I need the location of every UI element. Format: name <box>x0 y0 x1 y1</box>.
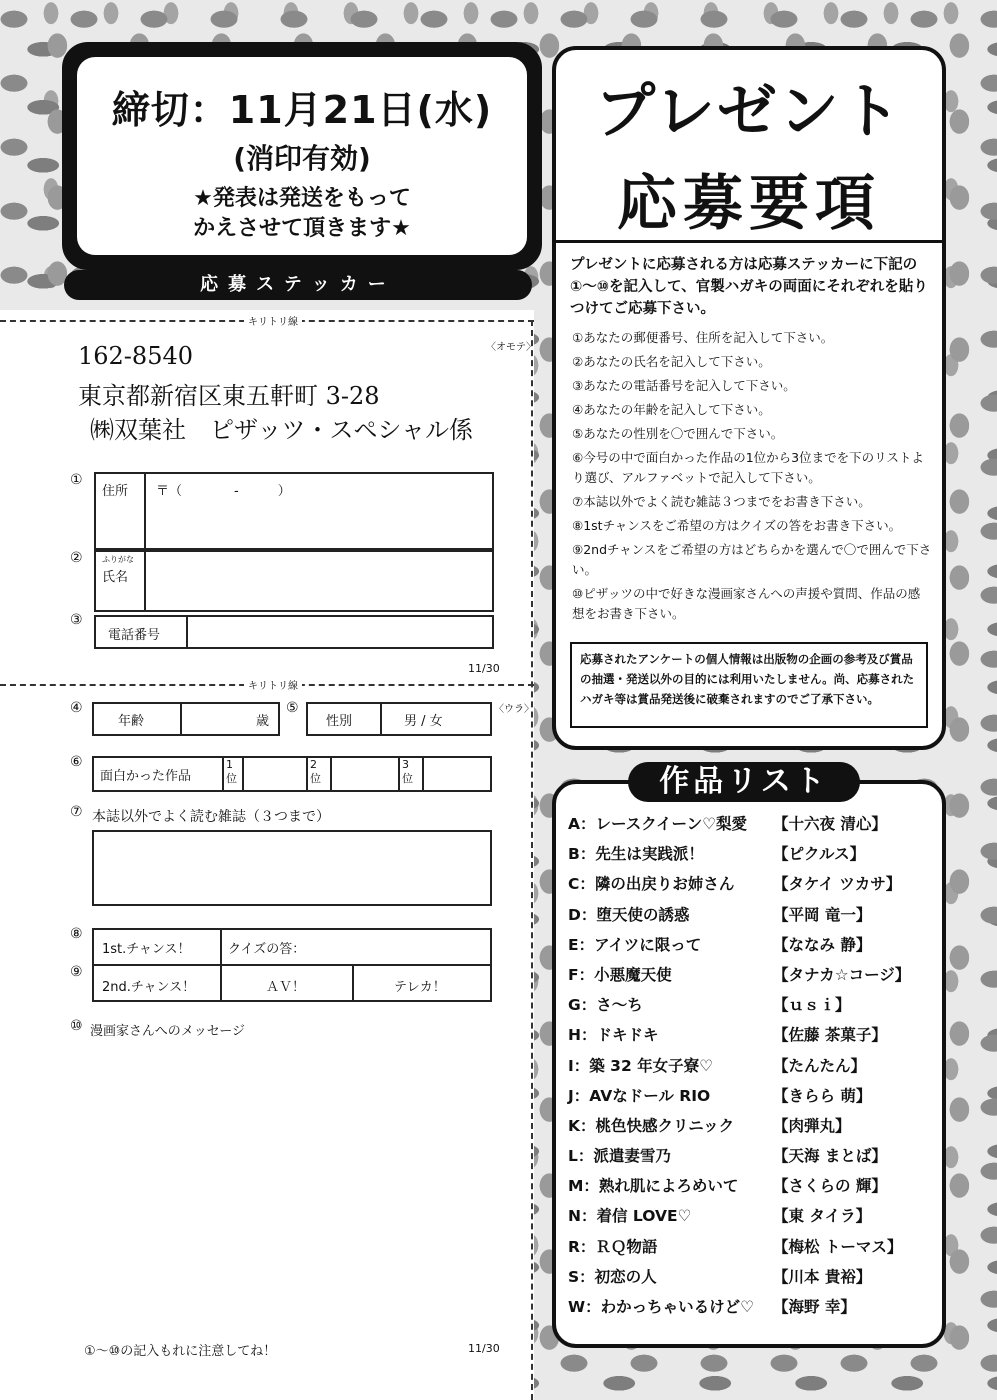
quiz-answer-input[interactable]: クイズの答： <box>228 942 306 957</box>
recipient-name: ㈱双葉社 ピザッツ・スペシャル係 <box>90 416 474 444</box>
rules-intro: プレゼントに応募される方は応募ステッカーに下記の①〜⑩を記入して、官製ハガキの両面にそれぞれを貼りつけてご応募下さい。 <box>570 257 928 317</box>
work-title: E：アイツに限って <box>568 935 702 954</box>
address-label: 住所 <box>102 484 129 499</box>
rule-item: ⑤あなたの性別を〇で囲んで下さい。 <box>572 426 784 441</box>
cut-line-vertical <box>531 320 533 1400</box>
zip-input[interactable]: 〒（ - ） <box>156 484 291 499</box>
age-unit: 歳 <box>256 714 270 729</box>
sticker-heading: 応募ステッカー <box>64 270 532 300</box>
item-number-9: ⑨ <box>70 964 83 980</box>
rules-list <box>572 328 932 628</box>
message-area[interactable] <box>70 1040 510 1320</box>
sex-options[interactable]: 男 / 女 <box>404 714 443 729</box>
name-field[interactable] <box>94 550 494 612</box>
work-title: H：ドキドキ <box>568 1026 659 1045</box>
back-label: 〈ウラ〉 <box>494 704 534 715</box>
work-title: N：着信 LOVE♡ <box>568 1207 692 1226</box>
announcement-note-2: かえさせて頂きます★ <box>193 216 411 241</box>
work-author: 【川本 貴裕】 <box>773 1267 872 1286</box>
rank-2-label: 2位 <box>310 758 321 785</box>
address-field[interactable] <box>94 472 494 550</box>
item-number-5: ⑤ <box>286 700 299 716</box>
telecard-option[interactable]: テレカ！ <box>394 980 446 995</box>
av-option[interactable]: ＡＶ！ <box>266 980 306 995</box>
privacy-notice: 応募されたアンケートの個人情報は出版物の企画の参考及び賞品の抽選・発送以外の目的には利用いたしません。尚、応募されたハガキ等は賞品発送後に破棄されますのでご了承下さい。 <box>570 642 928 728</box>
work-author: 【ななみ 静】 <box>773 935 872 954</box>
entry-sticker-form <box>0 310 534 1400</box>
rule-item: ⑨2ndチャンスをご希望の方はどちらかを選んで〇で囲んで下さい。 <box>572 542 932 577</box>
work-author: 【肉弾丸】 <box>773 1116 851 1135</box>
entry-rules-panel <box>552 46 946 750</box>
magazines-label: 本誌以外でよく読む雑誌（３つまで） <box>92 809 330 825</box>
rule-item: ②あなたの氏名を記入して下さい。 <box>572 354 771 369</box>
work-author: 【タケイ ツカサ】 <box>773 875 902 894</box>
work-title: G：さ〜ち <box>568 996 643 1015</box>
deadline-box <box>62 42 542 270</box>
work-title: J：AVなドール RIO <box>568 1086 711 1105</box>
rule-item: ⑧1stチャンスをご希望の方はクイズの答をお書き下さい。 <box>572 518 902 533</box>
magazines-field[interactable] <box>92 830 492 906</box>
work-author: 【十六夜 清心】 <box>773 815 887 833</box>
furigana-label: ふりがな <box>102 555 134 564</box>
sex-label: 性別 <box>326 714 353 729</box>
rules-divider <box>556 240 942 243</box>
rule-item: ①あなたの郵便番号、住所を記入して下さい。 <box>572 330 834 345</box>
item-number-4: ④ <box>70 700 83 716</box>
work-title: D：堕天使の誘惑 <box>568 905 690 924</box>
work-title: B：先生は実践派！ <box>568 845 704 864</box>
work-author: 【東 タイラ】 <box>773 1207 872 1226</box>
work-title: W：わかっちゃいるけど♡ <box>568 1298 754 1316</box>
item-number-8: ⑧ <box>70 926 83 942</box>
work-author: 【ｕｓｉ】 <box>773 996 851 1015</box>
date-code-front: 11/30 <box>468 662 500 675</box>
phone-label: 電話番号 <box>108 628 161 643</box>
work-title: A：レースクイーン♡梨愛 <box>568 815 748 833</box>
work-author: 【タナカ☆コージ】 <box>773 965 911 984</box>
age-label: 年齢 <box>118 714 145 729</box>
work-author: 【梅松 トーマス】 <box>773 1237 903 1256</box>
recipient-address: 東京都新宿区東五軒町 3-28 <box>78 382 380 410</box>
work-author: 【佐藤 茶菓子】 <box>773 1026 887 1045</box>
item-number-7: ⑦ <box>70 804 83 820</box>
item-number-2: ② <box>70 550 83 566</box>
work-author: 【平岡 竜一】 <box>773 905 872 924</box>
works-list-title: 作品リスト <box>628 762 860 802</box>
message-label: 漫画家さんへのメッセージ <box>90 1024 245 1039</box>
date-code-back: 11/30 <box>468 1342 500 1355</box>
item-number-1: ① <box>70 472 83 488</box>
rule-item: ④あなたの年齢を記入して下さい。 <box>572 402 771 417</box>
rule-item: ⑥今号の中で面白かった作品の1位から3位までを下のリストより選び、アルファベットで記入して下さい。 <box>572 450 924 485</box>
work-title: R：ＲＱ物語 <box>568 1237 658 1256</box>
announcement-note-1: ★発表は発送をもって <box>193 186 411 211</box>
work-title: L：派遣妻雪乃 <box>568 1147 671 1166</box>
item-number-3: ③ <box>70 612 83 628</box>
rule-item: ⑩ピザッツの中で好きな漫画家さんへの声援や質問、作品の感想をお書き下さい。 <box>572 586 921 621</box>
cut-label-top: キリトリ線 <box>244 313 302 328</box>
work-title: I：築 32 年女子寮♡ <box>568 1056 714 1075</box>
work-author: 【ピクルス】 <box>773 845 866 864</box>
rules-title-guidelines: 応募要項 <box>617 169 881 239</box>
rule-item: ⑦本誌以外でよく読む雑誌３つまでをお書き下さい。 <box>572 494 871 509</box>
rank-1-label: 1位 <box>226 758 237 785</box>
footer-note: ①〜⑩の記入もれに注意してね！ <box>84 1344 277 1359</box>
name-label: 氏名 <box>102 570 129 585</box>
favorite-works-label: 面白かった作品 <box>100 769 192 784</box>
second-chance-label: 2nd.チャンス！ <box>102 980 196 995</box>
cut-label-middle: キリトリ線 <box>244 677 302 692</box>
rule-item: ③あなたの電話番号を記入して下さい。 <box>572 378 796 393</box>
item-number-6: ⑥ <box>70 754 83 770</box>
first-chance-label: 1st.チャンス！ <box>102 942 191 957</box>
rank-3-label: 3位 <box>402 758 413 785</box>
work-author: 【きらら 萌】 <box>773 1086 872 1105</box>
front-label: 〈オモテ〉 <box>486 342 536 353</box>
deadline-date: 締切：11月21日(水) <box>111 88 493 132</box>
work-title: F：小悪魔天使 <box>568 965 672 984</box>
item-number-10: ⑩ <box>70 1018 83 1034</box>
work-author: 【海野 幸】 <box>773 1298 856 1316</box>
postmark-note: (消印有効) <box>233 142 371 175</box>
rules-title-present: プレゼント <box>595 77 903 147</box>
postal-code: 162-8540 <box>78 342 193 370</box>
work-author: 【たんたん】 <box>773 1056 867 1075</box>
work-title: S：初恋の人 <box>568 1267 657 1286</box>
works-list-panel <box>552 780 946 1348</box>
work-author: 【天海 まとば】 <box>773 1147 887 1166</box>
work-title: C：隣の出戻りお姉さん <box>568 875 735 894</box>
work-author: 【さくらの 輝】 <box>773 1177 887 1196</box>
work-title: M：熟れ肌によろめいて <box>568 1177 739 1196</box>
work-title: K：桃色快感クリニック <box>568 1116 735 1135</box>
